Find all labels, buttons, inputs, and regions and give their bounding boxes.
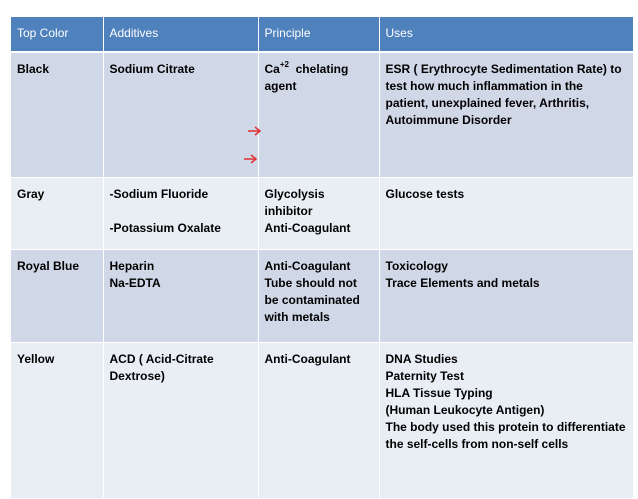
cell-top-color: Black [11, 52, 103, 177]
cell-principle: Anti-Coagulant Tube should not be contaminated with metals [258, 249, 379, 342]
cell-uses: Glucose tests [379, 177, 633, 249]
table-row [11, 249, 633, 342]
cell-top-color: Royal Blue [11, 249, 103, 342]
cell-additives: ACD ( Acid-Citrate Dextrose) [103, 342, 258, 498]
cell-uses: ESR ( Erythrocyte Sedimentation Rate) to test how much inflammation in the patient, unexplained fever, Arthritis, Autoimmune Disorder [379, 52, 633, 177]
table-row [11, 177, 633, 249]
header-additives: Additives [103, 17, 258, 52]
cell-top-color: Gray [11, 177, 103, 249]
header-principle: Principle [258, 17, 379, 52]
cell-uses: Toxicology Trace Elements and metals [379, 249, 633, 342]
cell-top-color: Yellow [11, 342, 103, 498]
cell-additives: -Sodium Fluoride -Potassium Oxalate [103, 177, 258, 249]
cell-additives: Heparin Na-EDTA [103, 249, 258, 342]
cell-additives: Sodium Citrate [103, 52, 258, 177]
header-uses: Uses [379, 17, 633, 52]
cell-principle: Anti-Coagulant [258, 342, 379, 498]
red-arrow-icon [244, 154, 258, 164]
table-row [11, 342, 633, 498]
blood-tube-table [11, 17, 633, 499]
cell-uses: DNA Studies Paternity Test HLA Tissue Typing (Human Leukocyte Antigen) The body used this protein to differentiate the self-cells from non-self cells [379, 342, 633, 498]
red-arrow-icon [248, 126, 262, 136]
table-row [11, 52, 633, 177]
cell-principle: $Ca^{+2}$ chelating agent [258, 52, 379, 177]
cell-principle: Glycolysis inhibitor Anti-Coagulant [258, 177, 379, 249]
header-row [11, 17, 633, 52]
header-top-color: Top Color [11, 17, 103, 52]
